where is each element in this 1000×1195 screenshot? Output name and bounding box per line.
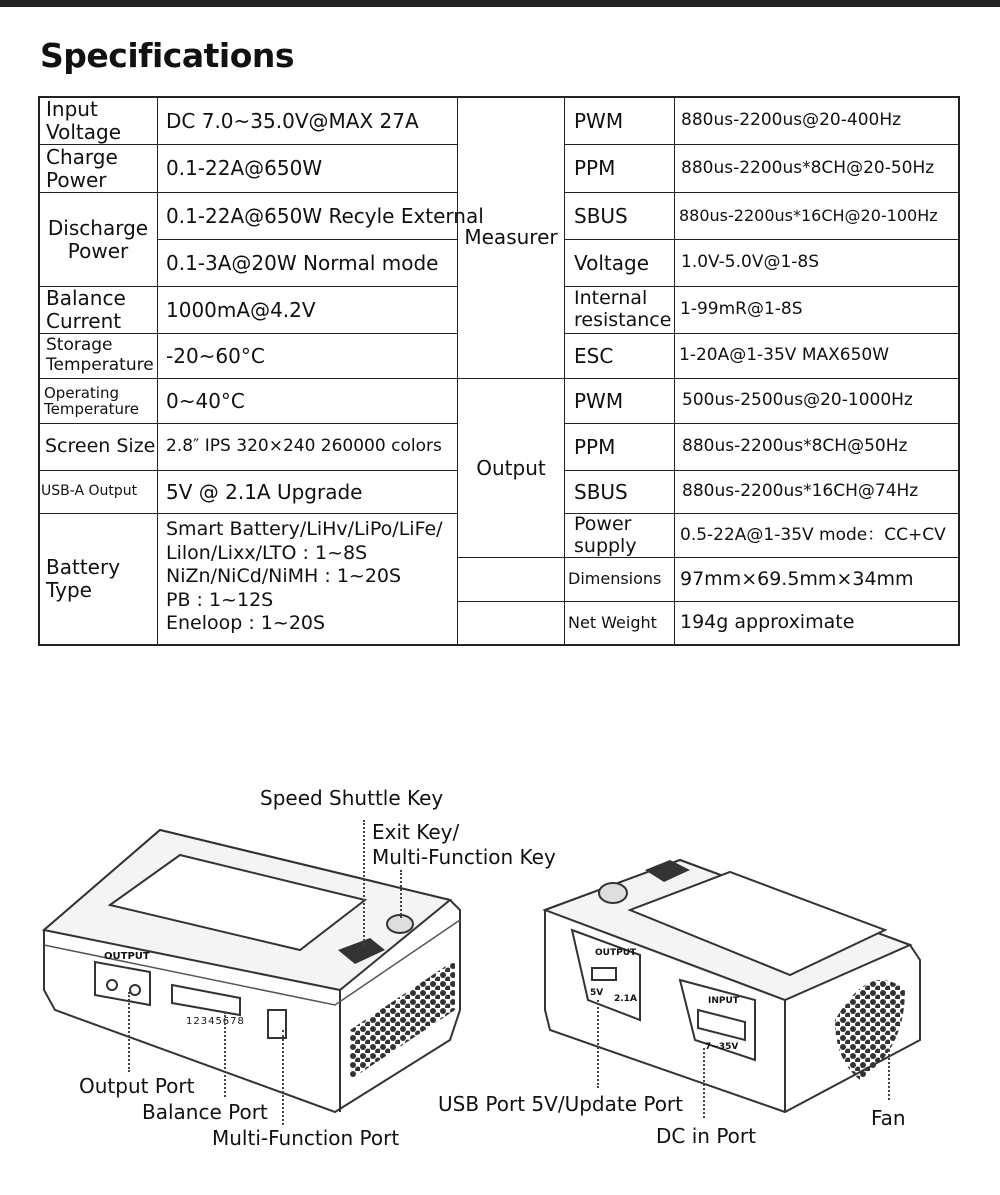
callout-exit-key: Exit Key/ bbox=[372, 820, 460, 844]
callout-line-speed-shuttle bbox=[363, 820, 365, 945]
value-discharge-power-2: 0.1-3A@20W Normal mode bbox=[166, 250, 439, 275]
panel-usb-amp: 2.1A bbox=[614, 994, 637, 1004]
panel-usb-5v: 5V bbox=[590, 988, 604, 998]
callout-line-balance-port bbox=[224, 1012, 226, 1097]
callout-speed-shuttle-key: Speed Shuttle Key bbox=[260, 786, 444, 810]
value-output-power-supply: 0.5-22A@1-35V mode：CC+CV bbox=[680, 524, 946, 545]
label-operating-temperature: Operating Temperature bbox=[44, 383, 140, 418]
label-balance-current: Balance Current bbox=[46, 286, 126, 333]
callout-usb-port: USB Port 5V/Update Port bbox=[438, 1092, 683, 1116]
callout-line-dc-in bbox=[703, 1048, 705, 1118]
callout-balance-port: Balance Port bbox=[142, 1100, 268, 1124]
callout-line-output-port bbox=[128, 992, 130, 1072]
group-measurer: Measurer bbox=[464, 225, 558, 249]
callout-multi-function-port: Multi-Function Port bbox=[212, 1126, 400, 1150]
callout-dc-in-port: DC in Port bbox=[656, 1124, 756, 1148]
label-input-voltage: Input Voltage bbox=[46, 97, 122, 144]
battery-type-line: PB : 1~12S bbox=[166, 588, 274, 611]
panel-balance-digits: 12345678 bbox=[186, 1016, 245, 1027]
value-measurer-voltage: 1.0V-5.0V@1-8S bbox=[681, 252, 820, 273]
value-screen-size: 2.8″ IPS 320×240 260000 colors bbox=[166, 436, 442, 457]
label-net-weight: Net Weight bbox=[568, 612, 657, 632]
label-output-power-supply: Power supply bbox=[574, 512, 637, 557]
value-measurer-internal-resistance: 1-99mR@1-8S bbox=[680, 299, 803, 320]
panel-output-text-back: OUTPUT bbox=[595, 948, 637, 958]
label-measurer-voltage: Voltage bbox=[574, 250, 650, 275]
label-screen-size: Screen Size bbox=[45, 435, 156, 458]
label-output-sbus: SBUS bbox=[574, 479, 628, 504]
label-output-ppm: PPM bbox=[574, 434, 616, 459]
exit-key bbox=[599, 883, 627, 903]
value-output-pwm: 500us-2500us@20-1000Hz bbox=[682, 390, 913, 411]
battery-type-line: Lilon/Lixx/LTO : 1~8S bbox=[166, 541, 368, 564]
battery-type-line: NiZn/NiCd/NiMH : 1~20S bbox=[166, 565, 402, 587]
value-net-weight: 194g approximate bbox=[680, 611, 855, 634]
callout-line-fan bbox=[888, 1050, 890, 1100]
label-measurer-sbus: SBUS bbox=[574, 203, 628, 228]
callout-fan: Fan bbox=[871, 1106, 906, 1130]
value-discharge-power-1: 0.1-22A@650W Recyle External bbox=[166, 203, 484, 228]
value-output-sbus: 880us-2200us*16CH@74Hz bbox=[682, 481, 919, 502]
label-measurer-pwm: PWM bbox=[574, 108, 624, 133]
callout-line-multi-port bbox=[282, 1030, 284, 1125]
charger-front-view bbox=[44, 830, 460, 1112]
value-operating-temperature: 0~40°C bbox=[166, 388, 245, 413]
value-dimensions: 97mm×69.5mm×34mm bbox=[680, 567, 914, 590]
label-storage-temperature: Storage Temperature bbox=[46, 335, 154, 375]
value-charge-power: 0.1-22A@650W bbox=[166, 156, 323, 180]
label-charge-power: Charge Power bbox=[46, 144, 118, 192]
label-measurer-ppm: PPM bbox=[574, 156, 616, 180]
label-battery-type: Battery Type bbox=[46, 555, 121, 602]
battery-type-line: Eneloop : 1~20S bbox=[166, 612, 326, 634]
callout-output-port: Output Port bbox=[79, 1074, 195, 1098]
label-dimensions: Dimensions bbox=[568, 569, 662, 589]
group-output: Output bbox=[476, 455, 546, 480]
panel-input-text: INPUT bbox=[708, 996, 739, 1006]
label-output-pwm: PWM bbox=[574, 388, 624, 413]
value-usb-a-output: 5V @ 2.1A Upgrade bbox=[166, 479, 363, 504]
value-output-ppm: 880us-2200us*8CH@50Hz bbox=[682, 436, 908, 457]
callout-line-exit-key bbox=[400, 870, 402, 918]
charger-back-view bbox=[545, 860, 920, 1112]
battery-type-line: Smart Battery/LiHv/LiPo/LiFe/ bbox=[166, 518, 443, 540]
value-measurer-esc: 1-20A@1-35V MAX650W bbox=[679, 345, 890, 366]
label-discharge-power: Discharge Power bbox=[47, 215, 149, 263]
value-balance-current: 1000mA@4.2V bbox=[166, 297, 316, 322]
panel-output-text: OUTPUT bbox=[104, 951, 150, 962]
value-measurer-sbus: 880us-2200us*16CH@20-100Hz bbox=[679, 205, 938, 225]
page-title: Specifications bbox=[40, 36, 295, 75]
label-measurer-esc: ESC bbox=[574, 343, 614, 368]
value-measurer-pwm: 880us-2200us@20-400Hz bbox=[681, 110, 902, 131]
value-measurer-ppm: 880us-2200us*8CH@20-50Hz bbox=[681, 157, 935, 178]
label-usb-a-output: USB-A Output bbox=[41, 483, 138, 500]
value-input-voltage: DC 7.0~35.0V@MAX 27A bbox=[166, 108, 419, 133]
callout-multi-function-key: Multi-Function Key bbox=[372, 845, 556, 869]
label-measurer-internal-resistance: Internal resistance bbox=[574, 287, 672, 331]
panel-input-range: 7~35V bbox=[705, 1042, 739, 1052]
callout-line-usb-port bbox=[597, 1000, 599, 1088]
value-storage-temperature: -20~60°C bbox=[166, 343, 265, 368]
